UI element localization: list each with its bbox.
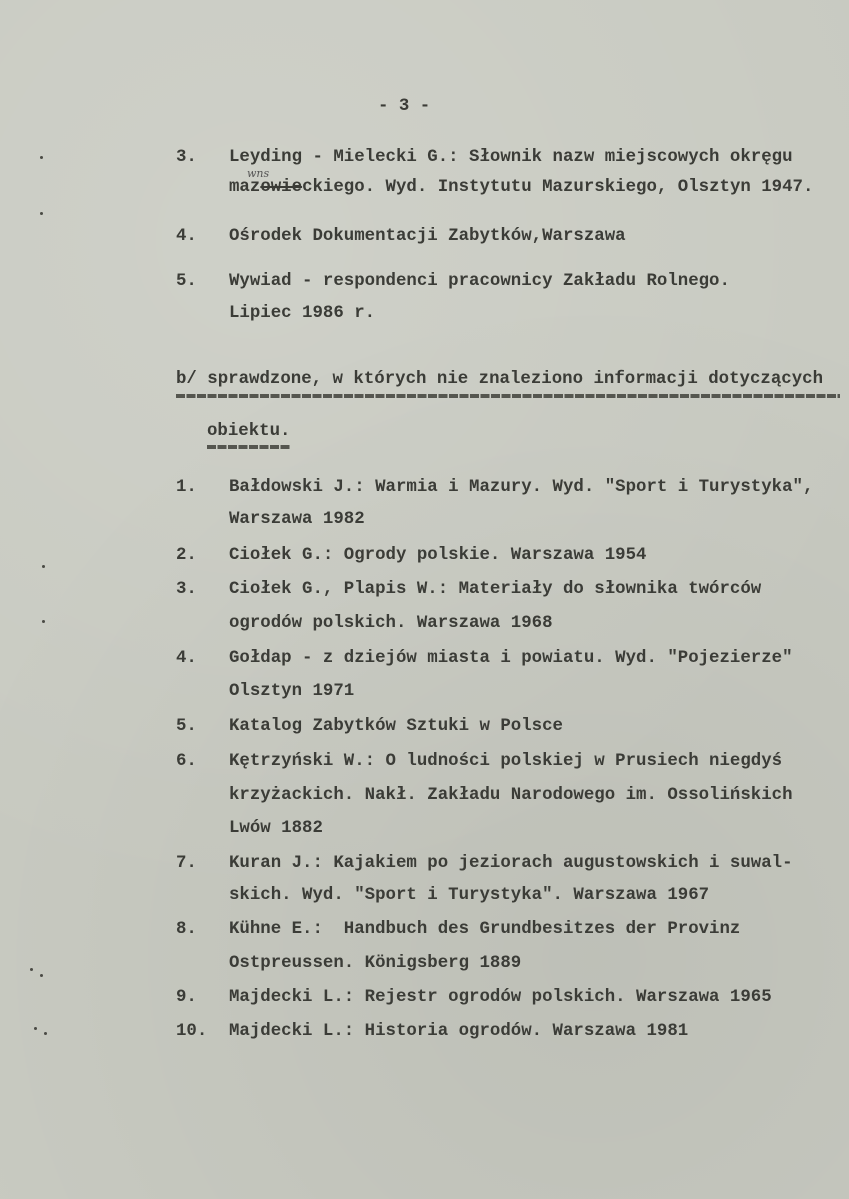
item-number: 8. [176, 920, 197, 939]
item-number: 3. [176, 148, 197, 167]
reference-line: Ostpreussen. Königsberg 1889 [229, 954, 522, 973]
item-number: 6. [176, 752, 197, 771]
margin-speck [40, 212, 43, 215]
reference-line [229, 178, 813, 198]
reference-line: Kuran J.: Kajakiem po jeziorach augustowskich i suwal- [229, 854, 793, 873]
reference-line: ogrodów polskich. Warszawa 1968 [229, 614, 553, 633]
reference-line: Leyding - Mielecki G.: Słownik nazw miejscowych okręgu [229, 148, 793, 167]
reference-line: Kętrzyński W.: O ludności polskiej w Prusiech niegdyś [229, 752, 783, 771]
item-number: 5. [176, 717, 197, 736]
margin-speck [40, 156, 43, 159]
struck-text: owie [260, 178, 303, 197]
reference-line: skich. Wyd. "Sport i Turystyka". Warszawa 1967 [229, 886, 710, 905]
item-number: 2. [176, 546, 197, 565]
margin-speck [40, 974, 43, 977]
item-number: 1. [176, 478, 197, 497]
reference-line: krzyżackich. Nakł. Zakładu Narodowego im. Ossolińskich [229, 786, 793, 805]
reference-line: Ośrodek Dokumentacji Zabytków,Warszawa [229, 227, 626, 246]
section-heading: obiektu. [207, 422, 291, 441]
reference-line: Olsztyn 1971 [229, 682, 355, 701]
item-number: 7. [176, 854, 197, 873]
section-heading: b/ sprawdzone, w których nie znaleziono informacji dotyczących [176, 370, 824, 389]
reference-line: Lwów 1882 [229, 819, 323, 838]
reference-line: Kühne E.: Handbuch des Grundbesitzes der Provinz [229, 920, 741, 939]
reference-line: Majdecki L.: Historia ogrodów. Warszawa 1981 [229, 1022, 689, 1041]
page-number: - 3 - [378, 97, 431, 116]
text-fragment: ckiego. Wyd. Instytutu Mazurskiego, Olsztyn 1947. [302, 178, 814, 197]
margin-speck [42, 565, 45, 568]
heading-underline [207, 445, 291, 449]
margin-speck [44, 1032, 47, 1035]
reference-line: Lipiec 1986 r. [229, 304, 376, 323]
reference-line: Katalog Zabytków Sztuki w Polsce [229, 717, 563, 736]
item-number: 3. [176, 580, 197, 599]
item-number: 5. [176, 272, 197, 291]
item-number: 4. [176, 227, 197, 246]
margin-speck [34, 1027, 37, 1030]
item-number: 4. [176, 649, 197, 668]
margin-speck [30, 968, 33, 971]
reference-line: Ciołek G., Plapis W.: Materiały do słownika twórców [229, 580, 762, 599]
reference-line: Gołdap - z dziejów miasta i powiatu. Wyd. "Pojezierze" [229, 649, 793, 668]
reference-line: Ciołek G.: Ogrody polskie. Warszawa 1954 [229, 546, 647, 565]
text-fragment: maz [229, 178, 261, 197]
heading-underline [176, 394, 840, 398]
item-number: 9. [176, 988, 197, 1007]
reference-line: Majdecki L.: Rejestr ogrodów polskich. Warszawa 1965 [229, 988, 772, 1007]
reference-line: Warszawa 1982 [229, 510, 365, 529]
reference-line: Wywiad - respondenci pracownicy Zakładu Rolnego. [229, 272, 730, 291]
reference-line: Bałdowski J.: Warmia i Mazury. Wyd. "Sport i Turystyka", [229, 478, 814, 497]
item-number: 10. [176, 1022, 208, 1041]
handwritten-correction: wns [247, 167, 270, 180]
margin-speck [42, 620, 45, 623]
